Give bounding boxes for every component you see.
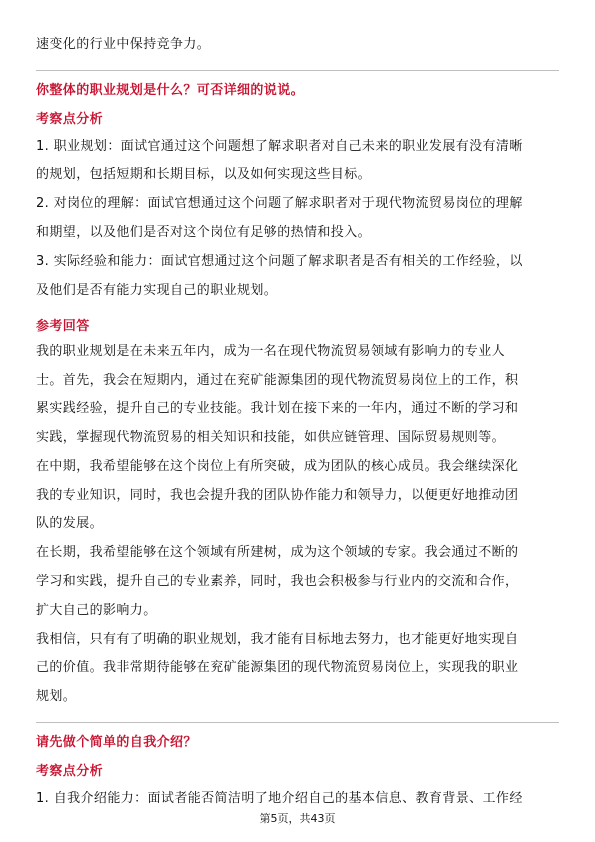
- text-line: 在长期，我希望能够在这个领域有所建树，成为这个领域的专家。我会通过不断的: [36, 545, 519, 560]
- answer-heading: 参考回答: [36, 319, 90, 334]
- text-line: 己的价值。我非常期待能够在兖矿能源集团的现代物流贸易岗位上，实现我的职业: [36, 660, 519, 675]
- text-line: 士。首先，我会在短期内，通过在兖矿能源集团的现代物流贸易岗位上的工作，积: [36, 373, 519, 388]
- question-heading: 你整体的职业规划是什么？可否详细的说说。: [36, 83, 305, 98]
- text-line: 我相信，只有有了明确的职业规划，我才能有目标地去努力，也才能更好地实现自: [36, 632, 519, 647]
- text-line: 在中期，我希望能够在这个岗位上有所突破，成为团队的核心成员。我会继续深化: [36, 459, 519, 474]
- text-line: 1. 自我介绍能力：面试者能否简洁明了地介绍自己的基本信息、教育背景、工作经: [36, 791, 523, 806]
- page-number-footer: 第5页，共43页: [259, 812, 336, 825]
- text-line: 实践，掌握现代物流贸易的相关知识和技能，如供应链管理、国际贸易规则等。: [36, 430, 506, 445]
- section-divider: [36, 722, 559, 723]
- text-line: 的规划，包括短期和长期目标，以及如何实现这些目标。: [36, 167, 372, 182]
- text-line: 和期望，以及他们是否对这个岗位有足够的热情和投入。: [36, 225, 372, 240]
- text-line: 队的发展。: [36, 516, 104, 531]
- text-line: 2. 对岗位的理解：面试官想通过这个问题了解求职者对于现代物流贸易岗位的理解: [36, 196, 523, 211]
- text-line: 学习和实践，提升自己的专业素养，同时，我也会积极参与行业内的交流和合作，: [36, 574, 519, 589]
- text-line: 我的职业规划是在未来五年内，成为一名在现代物流贸易领域有影响力的专业人: [36, 344, 506, 359]
- text-line: 1. 职业规划：面试官通过这个问题想了解求职者对自己未来的职业发展有没有清晰: [36, 139, 523, 154]
- section-divider: [36, 70, 559, 71]
- text-line: 累实践经验，提升自己的专业技能。我计划在接下来的一年内，通过不断的学习和: [36, 401, 519, 416]
- analysis-heading: 考察点分析: [36, 112, 104, 127]
- text-line: 我的专业知识，同时，我也会提升我的团队协作能力和领导力，以便更好地推动团: [36, 488, 519, 503]
- question-heading: 请先做个简单的自我介绍？: [36, 735, 197, 750]
- text-line: 规划。: [36, 689, 77, 704]
- text-line: 3. 实际经验和能力：面试官想通过这个问题了解求职者是否有相关的工作经验，以: [36, 254, 523, 269]
- analysis-heading: 考察点分析: [36, 764, 104, 779]
- text-line: 扩大自己的影响力。: [36, 603, 157, 618]
- text-line: 速变化的行业中保持竞争力。: [36, 37, 211, 52]
- text-line: 及他们是否有能力实现自己的职业规划。: [36, 283, 278, 298]
